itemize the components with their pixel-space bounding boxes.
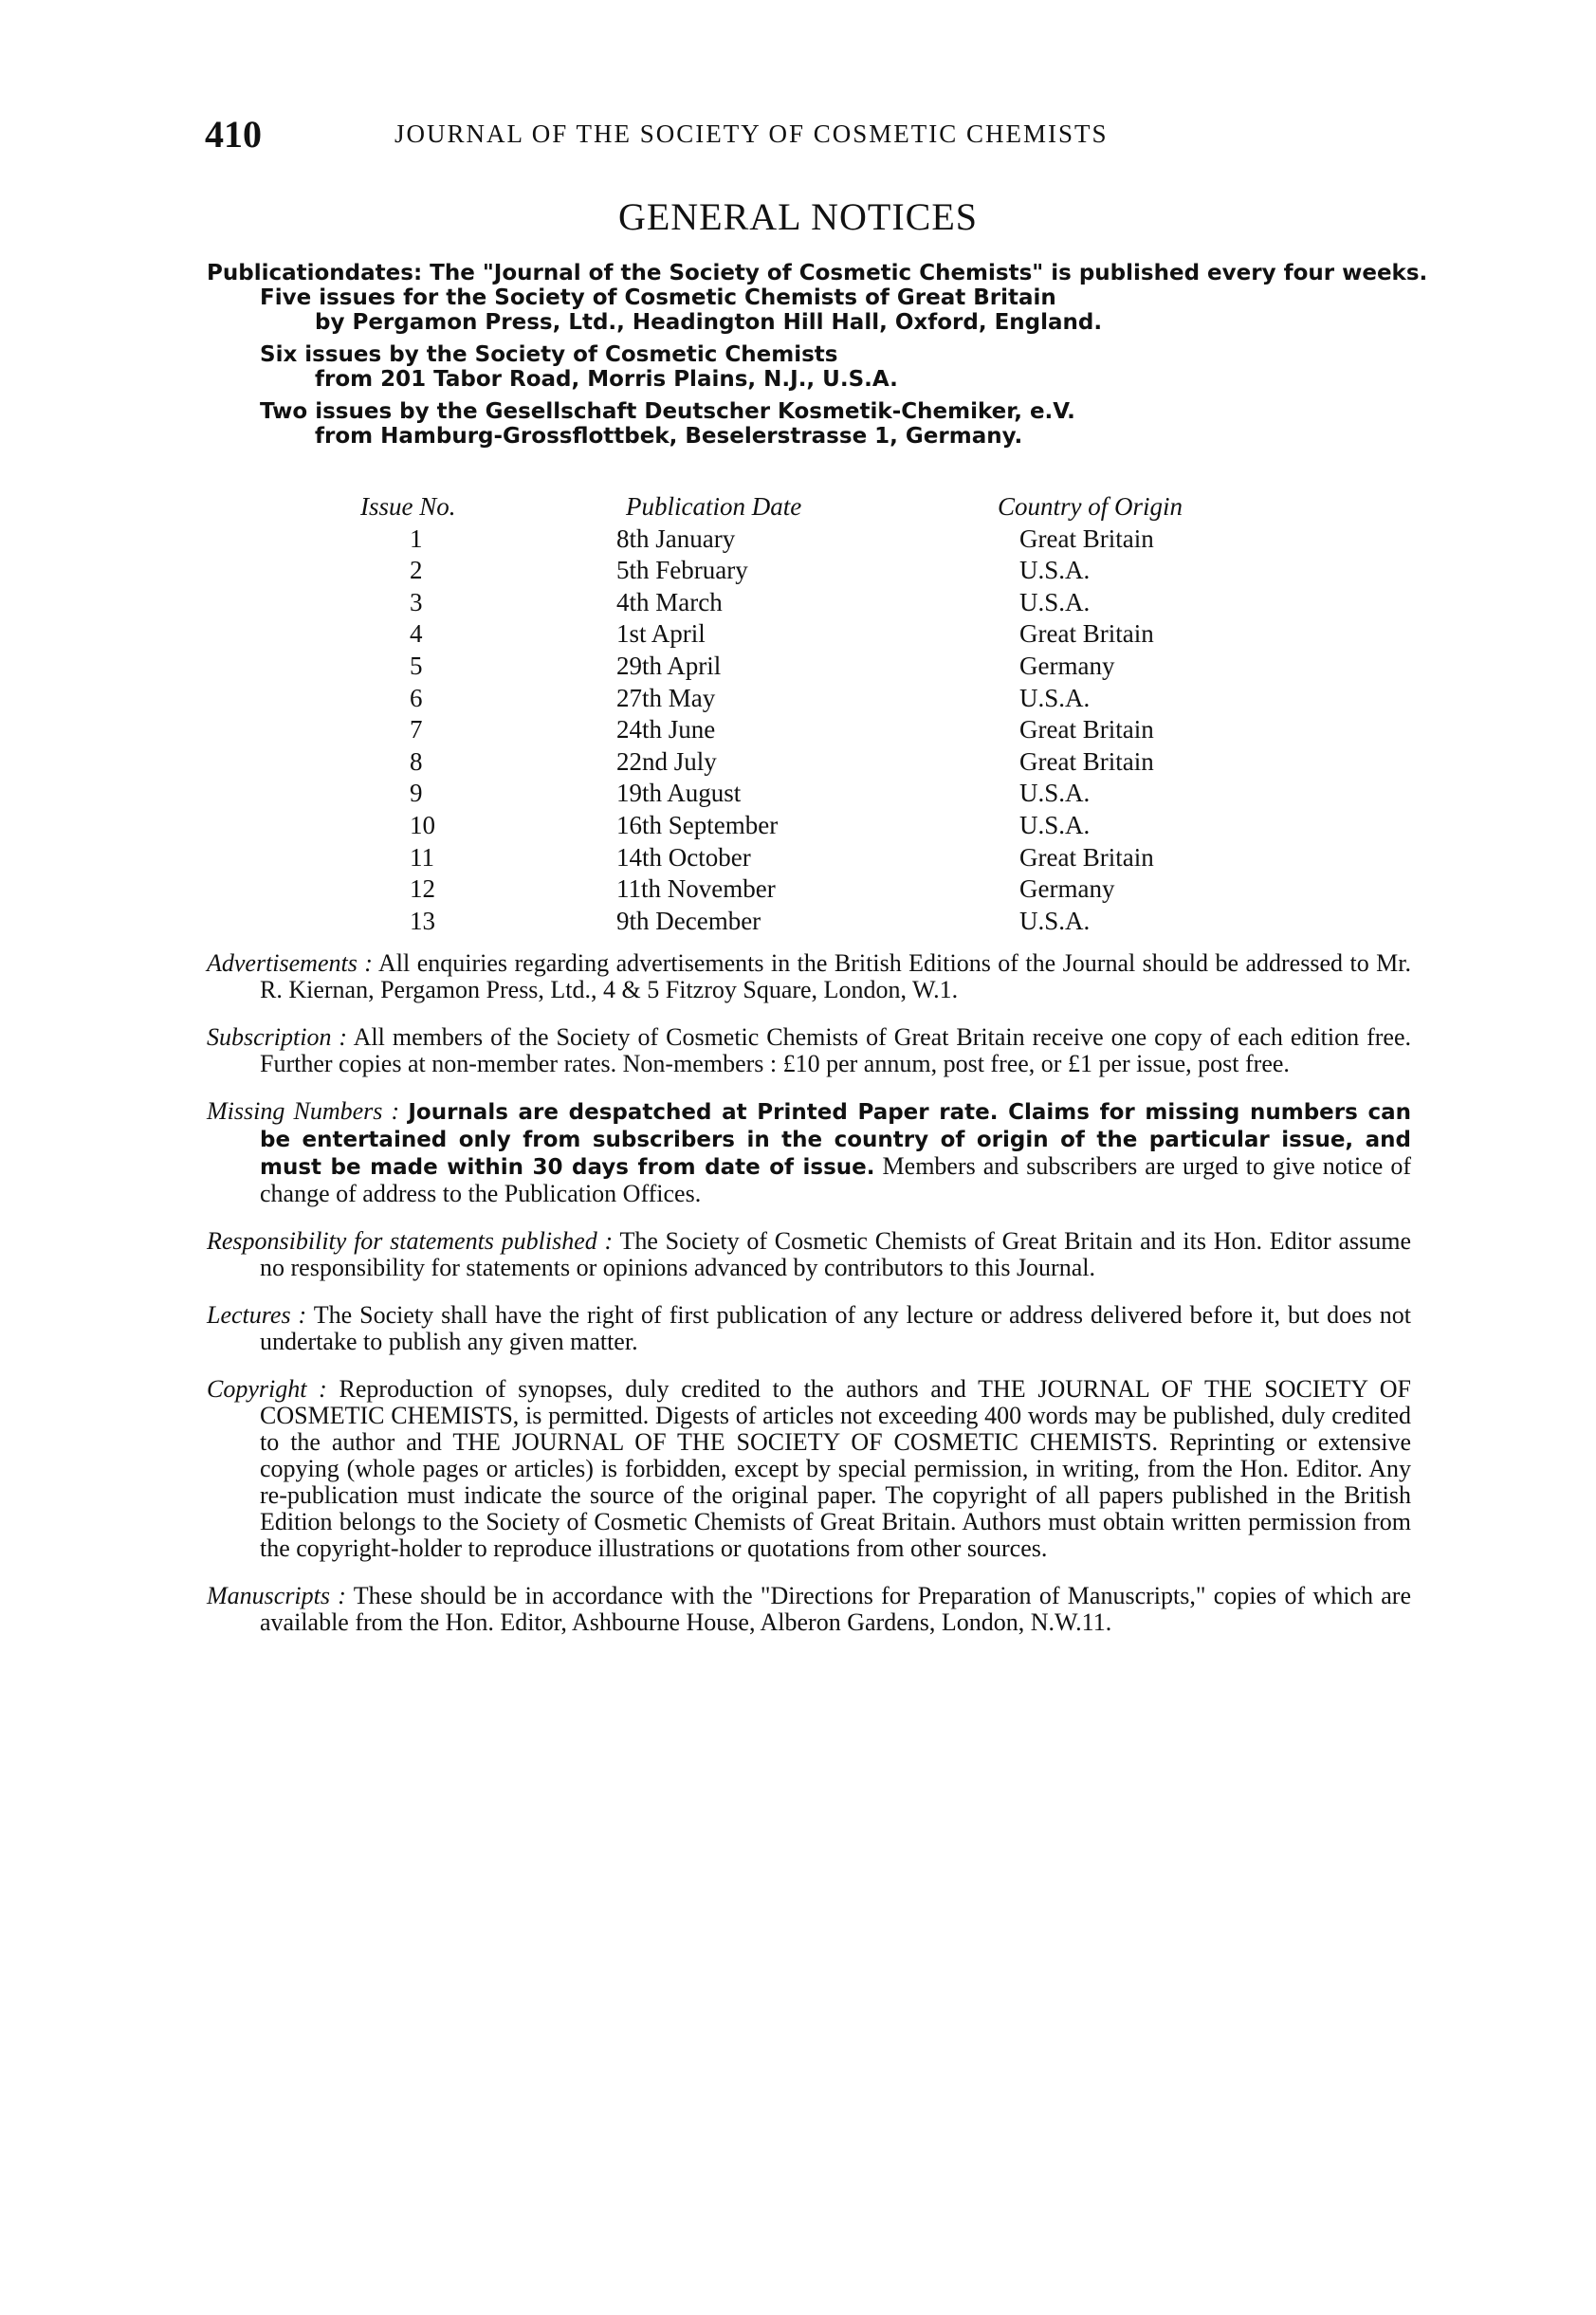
journal-title: JOURNAL OF THE SOCIETY OF COSMETIC CHEMISTS [394,119,1109,148]
publication-date: 16th September [616,810,779,839]
table-row [0,524,1596,556]
copyright-text: Reproduction of synopses, duly credited to the authors and THE JOURNAL OF THE SOCIETY OF COSMETIC CHEMISTS, is permitted. Digests of articles not exceeding 400 words may be published, duly credited to the author and THE JOURNAL OF THE SOCIETY OF COSMETIC CHEMISTS. Reprinting or extensive copying (whole pages or articles) is forbidden, except by special permission, in writing, from the Hon. Editor. Any re-publication must indicate the source of the original paper. The copyright of all papers published in the British Edition belongs to the Society of Cosmetic Chemists of Great Britain. Authors must obtain written permission from the copyright-holder to reproduce illustrations or quotations from other sources. [260,1375,1412,1562]
issue-number: 3 [410,587,423,616]
table-row [0,683,1596,715]
manuscripts-text: These should be in accordance with the "Directions for Preparation of Manuscripts," copies of which are available from the Hon. Editor, Ashbourne House, Alberon Gardens, London, N.W.11. [260,1582,1411,1636]
publication-de-line: Two issues by the Gesellschaft Deutscher Kosmetik-Chemiker, e.V. [260,399,1075,424]
country-of-origin: Germany [1019,874,1115,904]
lectures-notice [207,1302,1411,1355]
publication-gb-address: by Pergamon Press, Ltd., Headington Hill Hall, Oxford, England. [315,310,1103,335]
publication-date: 22nd July [616,746,717,776]
country-of-origin: Great Britain [1019,715,1154,744]
lectures-text: The Society shall have the right of first publication of any lecture or address delivered before it, but does not undertake to publish any given matter. [260,1301,1412,1355]
issue-number: 4 [410,619,423,649]
table-row [0,810,1596,842]
publication-date: 5th February [616,556,748,585]
missing-numbers-label: Missing Numbers : [207,1097,400,1125]
publication-date: 29th April [616,651,722,680]
country-of-origin: Great Britain [1019,842,1154,872]
running-head [205,112,1400,159]
publication-gb-line: Five issues for the Society of Cosmetic Chemists of Great Britain [260,285,1056,310]
table-row [0,714,1596,746]
advertisements-notice [207,950,1411,1003]
table-row [0,587,1596,619]
table-row [0,778,1596,810]
issue-schedule-table [0,491,1596,937]
issue-number: 11 [410,842,434,872]
missing-numbers-notice [207,1098,1411,1207]
country-of-origin: U.S.A. [1019,779,1091,808]
notices-section [207,950,1411,1657]
publication-us-address: from 201 Tabor Road, Morris Plains, N.J., U.S.A. [315,367,898,392]
issue-number: 12 [410,874,435,904]
advertisements-text: All enquiries regarding advertisements in the British Editions of the Journal should be addressed to Mr. R. Kiernan, Pergamon Press, Ltd., 4 & 5 Fitzroy Square, London, W.1. [260,949,1412,1003]
lectures-label: Lectures : [207,1301,307,1329]
country-of-origin: U.S.A. [1019,556,1091,585]
country-of-origin: Great Britain [1019,619,1154,649]
publication-date: 14th October [616,842,751,872]
header-publication-date: Publication Date [626,492,802,521]
missing-numbers-text: Members and subscribers are urged to give notice of change of address to the Publication Offices. [260,1152,1412,1207]
issue-number: 8 [410,746,423,776]
issue-number: 1 [410,524,423,553]
table-row [0,842,1596,874]
publication-dates-block [207,261,1428,449]
issue-number: 10 [410,810,435,839]
header-issue-no: Issue No. [360,492,456,521]
manuscripts-label: Manuscripts : [207,1582,346,1609]
subscription-notice [207,1024,1411,1077]
country-of-origin: U.S.A. [1019,810,1091,839]
table-row [0,618,1596,651]
publication-date: 24th June [616,715,716,744]
responsibility-label: Responsibility for statements published : [207,1227,614,1255]
issue-number: 6 [410,683,423,712]
publication-date: 19th August [616,779,742,808]
publication-us-line: Six issues by the Society of Cosmetic Chemists [260,342,838,367]
subscription-label: Subscription : [207,1023,348,1051]
responsibility-text: The Society of Cosmetic Chemists of Great Britain and its Hon. Editor assume no responsibility for statements or opinions advanced by contributors to this Journal. [260,1227,1411,1281]
issue-number: 5 [410,651,423,680]
country-of-origin: U.S.A. [1019,683,1091,712]
issue-number: 7 [410,715,423,744]
issue-number: 9 [410,779,423,808]
issue-number: 13 [410,906,435,935]
publication-de-address: from Hamburg-Grossflottbek, Beselerstrasse 1, Germany. [315,424,1023,449]
copyright-notice [207,1376,1411,1562]
page-title: GENERAL NOTICES [617,195,979,238]
country-of-origin: U.S.A. [1019,587,1091,616]
manuscripts-notice [207,1583,1411,1636]
responsibility-notice [207,1228,1411,1281]
publication-date: 9th December [616,906,761,935]
table-row [0,651,1596,683]
missing-numbers-bold-text: Journals are despatched at Printed Paper rate. Claims for missing numbers can be entertained only from subscribers in the country of origin of the particular issue, and must be made within 30 days from date of issue. [260,1100,1411,1180]
country-of-origin: Great Britain [1019,524,1154,553]
schedule-header-row [0,491,1596,524]
publication-date: 4th March [616,587,723,616]
publication-date: 1st April [616,619,706,649]
publication-date: 27th May [616,683,716,712]
country-of-origin: Germany [1019,651,1115,680]
publication-date: 11th November [616,874,776,904]
publication-dates-intro: Publicationdates: The "Journal of the Society of Cosmetic Chemists" is published every four weeks. [207,261,1428,285]
table-row [0,873,1596,906]
header-country-of-origin: Country of Origin [998,492,1183,521]
table-row [0,746,1596,779]
subscription-text: All members of the Society of Cosmetic Chemists of Great Britain receive one copy of each edition free. Further copies at non-member rates. Non-members : £10 per annum, post free, or £1 per issue, post free. [260,1023,1411,1077]
page-number: 410 [205,113,262,156]
issue-number: 2 [410,556,423,585]
country-of-origin: Great Britain [1019,746,1154,776]
advertisements-label: Advertisements : [207,949,373,977]
publication-date: 8th January [616,524,736,553]
table-row [0,555,1596,587]
copyright-label: Copyright : [207,1375,327,1403]
country-of-origin: U.S.A. [1019,906,1091,935]
table-row [0,906,1596,938]
